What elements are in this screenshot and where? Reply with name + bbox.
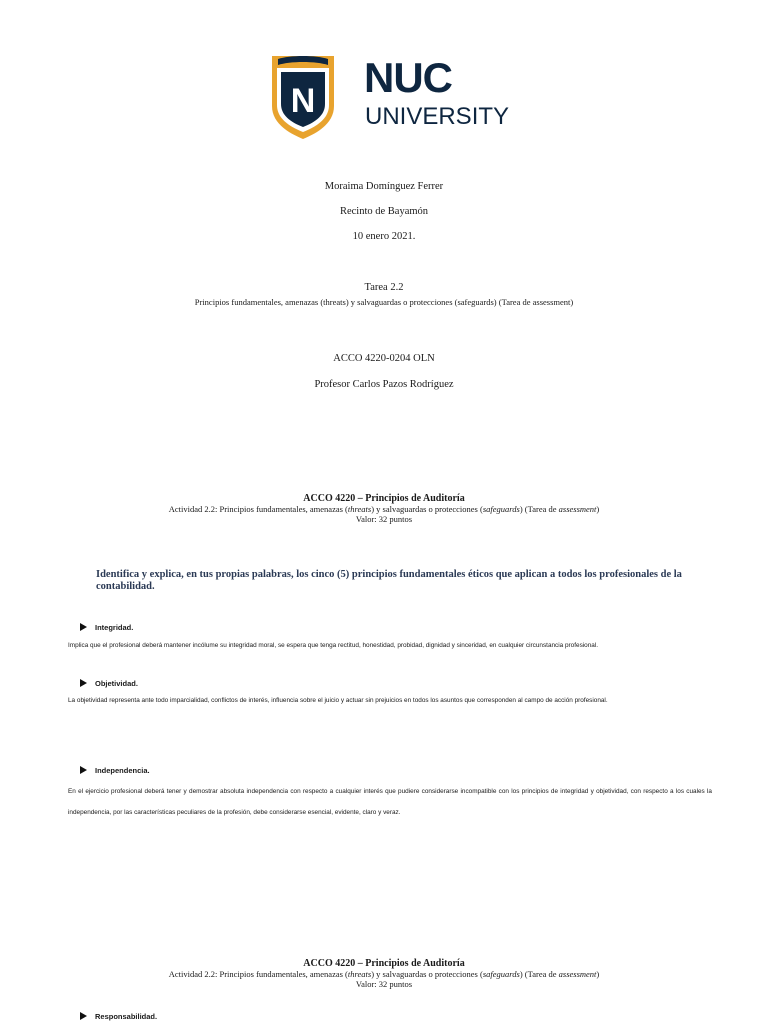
student-name: Moraima Domínguez Ferrer (324, 181, 444, 192)
assignment-title: Principios fundamentales, amenazas (threats) y salvaguardas o protecciones (safeguards) (Tarea de assessment) (194, 297, 574, 307)
professor: Profesor Carlos Pazos Rodríguez (314, 379, 454, 390)
shield-icon (270, 54, 336, 140)
campus: Recinto de Bayamón (339, 206, 429, 217)
question: Identifica y explica, en tus propias palabras, los cinco (5) principios fundamentales éticos que aplican a todos los profesionales de la contabilidad. (96, 569, 682, 592)
principle-text-objetividad: La objetividad representa ante todo imparcialidad, conflictos de interés, influencia sobre el juicio y actuar sin prejuicios en todos los asuntos que corresponden al campo de acción profesional. (68, 697, 608, 704)
arrow-bullet-icon (80, 679, 87, 687)
assignment: Tarea 2.2 (364, 282, 404, 293)
header-title: ACCO 4220 – Principios de Auditoría (303, 493, 465, 504)
principle-title-responsabilidad: Responsabilidad. (80, 1012, 157, 1021)
page-header-2 (0, 958, 768, 989)
course-code: ACCO 4220-0204 OLN (333, 353, 435, 364)
principle-text-independencia: En el ejercicio profesional deberá tener y demostrar absoluta independencia con respecto a cualquier interés que pudiere considerarse incompatible con los principios de integridad y objetividad, con respecto a los cuales la independencia, por las características peculiares de la profesión, debe considerarse esencial, evidente, claro y veraz. (68, 788, 712, 816)
header-subtitle: Actividad 2.2: Principios fundamentales, amenazas (threats) y salvaguardas o protecciones (safeguards) (Tarea de assessment) (168, 504, 600, 514)
arrow-bullet-icon (80, 766, 87, 774)
date: 10 enero 2021. (352, 231, 416, 242)
logo-nuc: NUC (364, 54, 452, 101)
university-logo (270, 54, 510, 140)
svg-text:N: N (290, 82, 316, 120)
page-header (0, 493, 768, 524)
principle-title-independencia: Independencia. (80, 766, 150, 775)
arrow-bullet-icon (80, 1012, 87, 1020)
arrow-bullet-icon (80, 623, 87, 631)
logo-university: UNIVERSITY (365, 103, 510, 130)
principle-text-integridad: Implica que el profesional deberá mantener incólume su integridad moral, se espera que tenga rectitud, honestidad, probidad, dignidad y sinceridad, en cualquier circunstancia profesional. (68, 642, 599, 649)
header-value: Valor: 32 puntos (355, 514, 413, 524)
principle-title-integridad: Integridad. (80, 623, 133, 632)
principle-title-objetividad: Objetividad. (80, 679, 138, 688)
header-subtitle: Actividad 2.2: Principios fundamentales, amenazas (threats) y salvaguardas o protecciones (safeguards) (Tarea de assessment) (168, 969, 600, 979)
header-title: ACCO 4220 – Principios de Auditoría (303, 958, 465, 969)
header-value: Valor: 32 puntos (355, 979, 413, 989)
